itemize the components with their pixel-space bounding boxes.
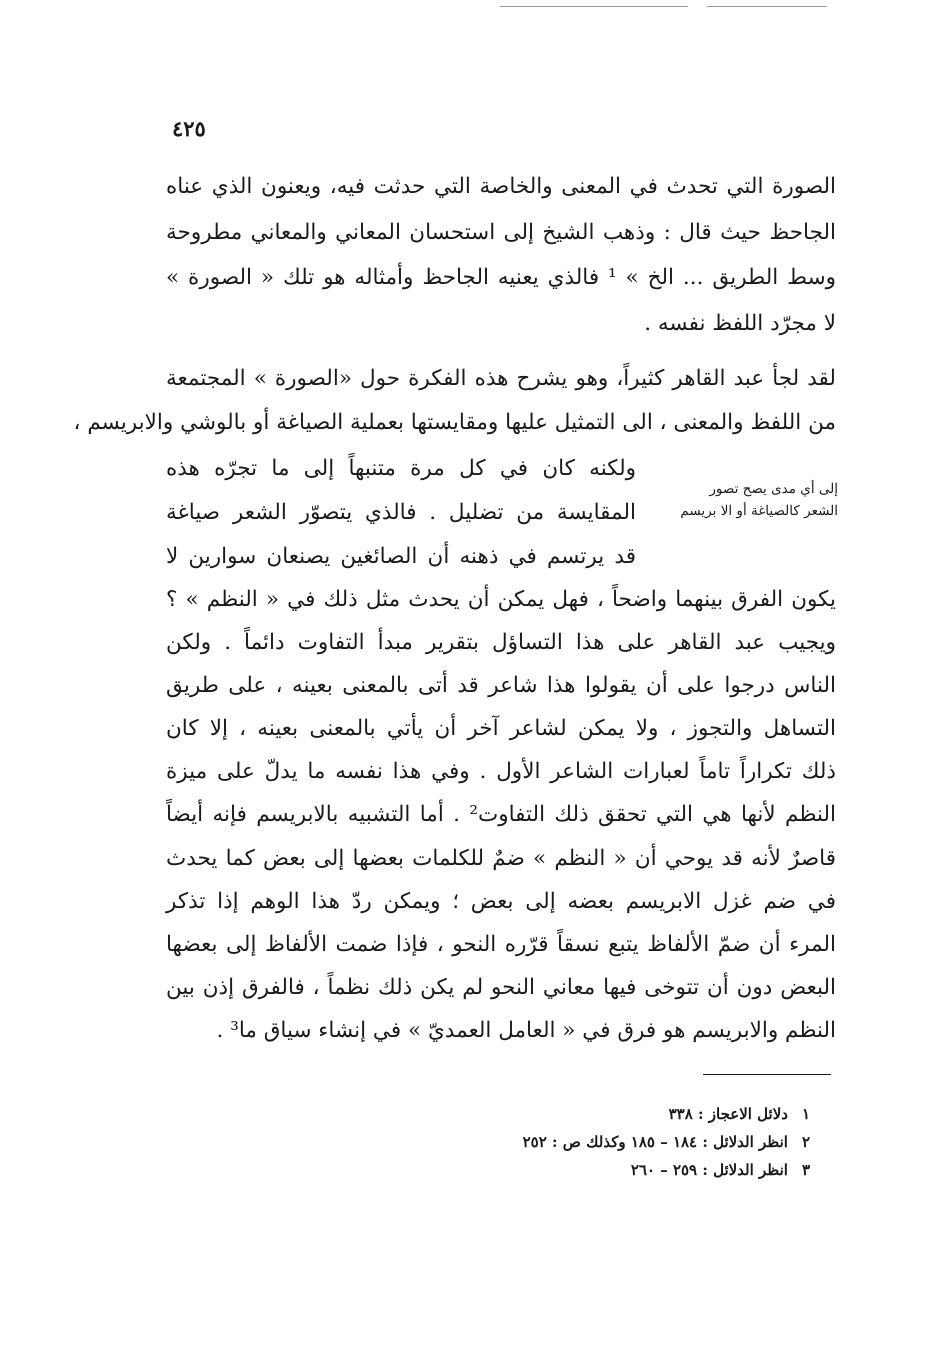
side-text-line: المقايسة من تضليل . فالذي يتصوّر الشعر صياغة <box>166 500 636 525</box>
footnote-text: انظر الدلائل : ٢٥٩ – ٢٦٠ <box>630 1161 788 1179</box>
paragraph-3-line: في ضم غزل الابريسم بعضه إلى بعض ؛ ويمكن ردّ هذا الوهم إذا تذكر <box>166 888 836 914</box>
paragraph-2-line: من اللفظ والمعنى ، الى التمثيل عليها ومقايستها بعملية الصياغة أو بالوشي والابريسم ، <box>73 410 836 435</box>
paragraph-3-line: ويجيب عبد القاهر على هذا التساؤل بتقرير مبدأ التفاوت دائماً . ولكن <box>166 630 836 656</box>
page-number: ٤٢٥ <box>172 116 206 141</box>
paragraph-3-line: ذلك تكراراً تاماً لعبارات الشاعر الأول . وفي هذا نفسه ما يدلّ على ميزة <box>166 759 836 785</box>
side-text-line: ولكنه كان في كل مرة متنبهاً إلى ما تجرّه هذه <box>166 456 636 481</box>
footnote-separator <box>703 1074 831 1075</box>
footnote-item <box>380 1156 810 1184</box>
margin-note-line: إلى أي مدى يصح تصور <box>709 481 838 497</box>
side-text <box>166 447 636 579</box>
paragraph-3-line: المرء أن ضمّ الألفاظ يتبع نسقاً قرّره النحو ، فإذا ضمت الألفاظ إلى بعضها <box>166 931 836 957</box>
paragraph-3-line: قاصرٌ لأنه قد يوحي أن « النظم » ضمٌ للكلمات بعضها إلى بعض كما يحدث <box>166 845 836 871</box>
paragraph-3 <box>166 578 836 1052</box>
paragraph-3-line: الناس درجوا على أن يقولوا هذا شاعر قد أتى بالمعنى بعينه ، على طريق <box>166 673 836 699</box>
paragraph-1-line: لا مجرّد اللفظ نفسه . <box>644 310 836 336</box>
paragraph-1-line: الجاحظ حيث قال : وذهب الشيخ إلى استحسان المعاني والمعاني مطروحة <box>166 219 836 245</box>
top-rule-left <box>500 6 688 7</box>
margin-note <box>640 478 838 522</box>
footnote-text: دلائل الاعجاز : ٣٣٨ <box>668 1105 788 1123</box>
paragraph-2-line: لقد لجأ عبد القاهر كثيراً، وهو يشرح هذه الفكرة حول «الصورة » المجتمعة <box>166 366 836 391</box>
footnote-text: انظر الدلائل : ١٨٤ – ١٨٥ وكذلك ص : ٢٥٢ <box>522 1133 788 1151</box>
paragraph-3-line: النظم لأنها هي التي تحقق ذلك التفاوت² . أما التشبيه بالابريسم فإنه أيضاً <box>166 802 836 828</box>
footnote-number: ٢ <box>801 1133 810 1151</box>
side-text-line: قد يرتسم في ذهنه أن الصائغين يصنعان سوارين لا <box>166 544 636 569</box>
paragraph-2 <box>73 357 836 445</box>
paragraph-3-line: البعض دون أن تتوخى فيها معاني النحو لم يكن ذلك نظماً ، فالفرق إذن بين <box>166 974 836 1000</box>
paragraph-1-line: الصورة التي تحدث في المعنى والخاصة التي حدثت فيه، ويعنون الذي عناه <box>166 174 836 199</box>
top-rule-right <box>707 6 827 7</box>
paragraph-3-line: يكون الفرق بينهما واضحاً ، فهل يمكن أن يحدث مثل ذلك في « النظم » ؟ <box>166 587 836 612</box>
paragraph-1 <box>166 164 836 346</box>
margin-note-line: الشعر كالصياغة أو الا بريسم <box>680 503 838 519</box>
footnote-item <box>380 1100 810 1128</box>
footnote-number: ١ <box>801 1105 810 1123</box>
paragraph-3-line: التساهل والتجوز ، ولا يمكن لشاعر آخر أن يأتي بالمعنى بعينه ، إلا كان <box>166 716 836 742</box>
footnotes <box>380 1100 810 1184</box>
footnote-number: ٣ <box>801 1161 810 1179</box>
paragraph-3-line: النظم والابريسم هو فرق في « العامل العمديّ » في إنشاء سياق ما³ . <box>216 1017 836 1043</box>
paragraph-1-line: وسط الطريق ... الخ » ¹ فالذي يعنيه الجاحظ وأمثاله هو تلك « الصورة » <box>166 265 836 290</box>
footnote-item <box>380 1128 810 1156</box>
